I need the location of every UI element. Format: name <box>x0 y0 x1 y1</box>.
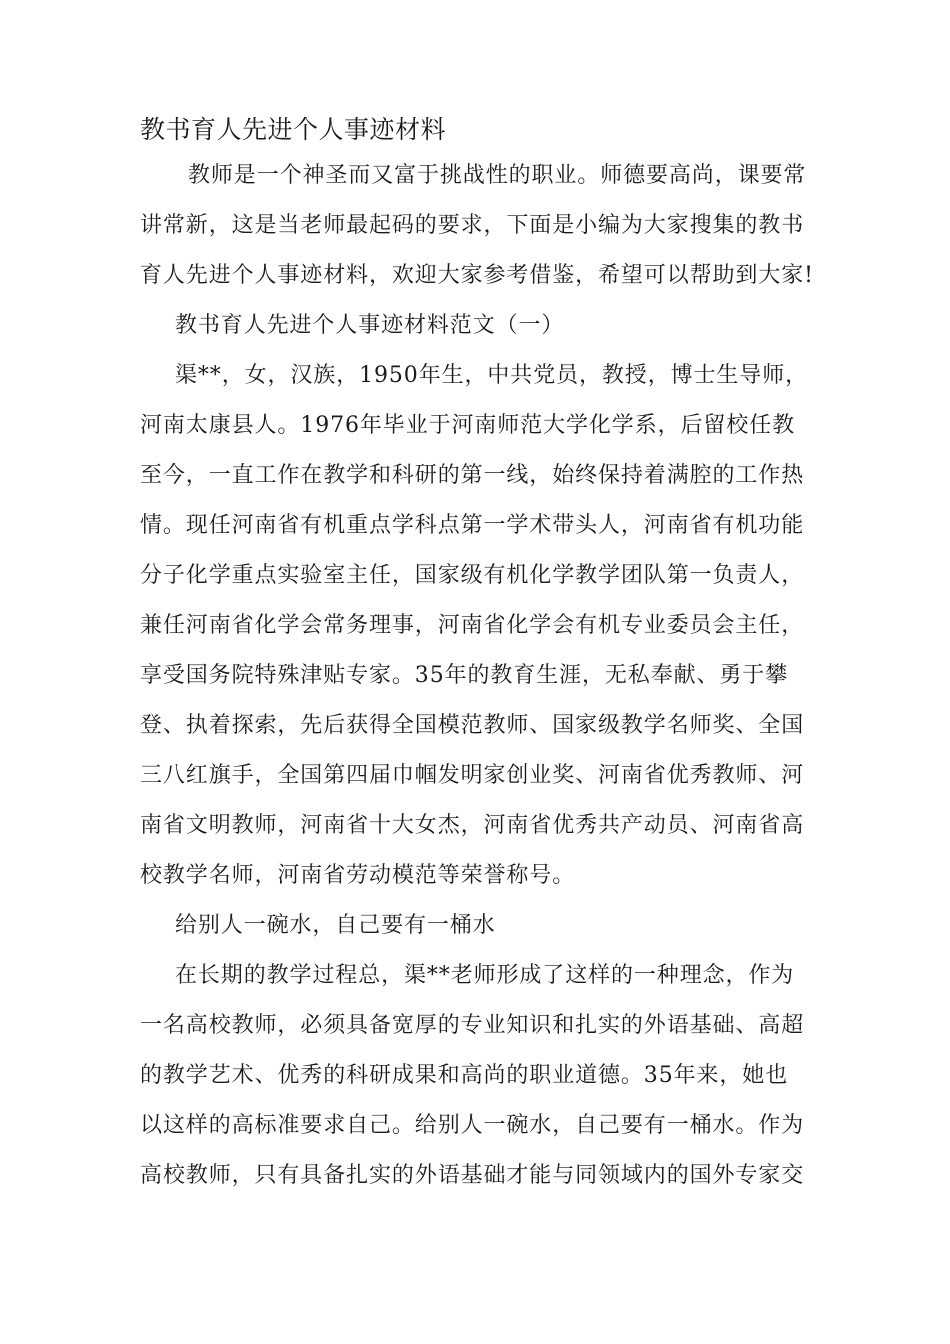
paragraph-line: 河南太康县人。1976年毕业于河南师范大学化学系，后留校任教 <box>140 413 795 438</box>
paragraph-line: 在长期的教学过程总，渠**老师形成了这样的一种理念，作为 <box>175 963 795 988</box>
paragraph-line: 兼任河南省化学会常务理事，河南省化学会有机专业委员会主任， <box>140 613 805 638</box>
section-heading: 教书育人先进个人事迹材料范文（一） <box>175 313 565 338</box>
document-title: 教书育人先进个人事迹材料 <box>140 115 447 144</box>
paragraph-line: 登、执着探索，先后获得全国模范教师、国家级教学名师奖、全国 <box>140 713 805 738</box>
paragraph-line: 享受国务院特殊津贴专家。35年的教育生涯，无私奉献、勇于攀 <box>140 663 789 688</box>
paragraph-line: 教师是一个神圣而又富于挑战性的职业。师德要高尚，课要常 <box>188 163 807 188</box>
paragraph-line: 讲常新，这是当老师最起码的要求，下面是小编为大家搜集的教书 <box>140 213 805 238</box>
paragraph-line: 高校教师，只有具备扎实的外语基础才能与同领域内的国外专家交 <box>140 1163 805 1188</box>
paragraph-line: 育人先进个人事迹材料，欢迎大家参考借鉴，希望可以帮助到大家! <box>140 263 814 288</box>
paragraph-line: 情。现任河南省有机重点学科点第一学术带头人，河南省有机功能 <box>140 513 805 538</box>
paragraph-line: 分子化学重点实验室主任，国家级有机化学教学团队第一负责人， <box>140 563 805 588</box>
paragraph-line: 三八红旗手，全国第四届巾帼发明家创业奖、河南省优秀教师、河 <box>140 763 805 788</box>
paragraph-line: 南省文明教师，河南省十大女杰，河南省优秀共产动员、河南省高 <box>140 813 805 838</box>
paragraph-line: 校教学名师，河南省劳动模范等荣誉称号。 <box>140 863 576 888</box>
paragraph-line: 的教学艺术、优秀的科研成果和高尚的职业道德。35年来，她也 <box>140 1063 789 1088</box>
section-heading: 给别人一碗水，自己要有一桶水 <box>175 913 496 938</box>
paragraph-line: 渠**，女，汉族，1950年生，中共党员，教授，博士生导师， <box>175 363 808 388</box>
paragraph-line: 以这样的高标准要求自己。给别人一碗水，自己要有一桶水。作为 <box>140 1113 805 1138</box>
paragraph-line: 至今，一直工作在教学和科研的第一线，始终保持着满腔的工作热 <box>140 463 805 488</box>
paragraph-line: 一名高校教师，必须具备宽厚的专业知识和扎实的外语基础、高超 <box>140 1013 805 1038</box>
